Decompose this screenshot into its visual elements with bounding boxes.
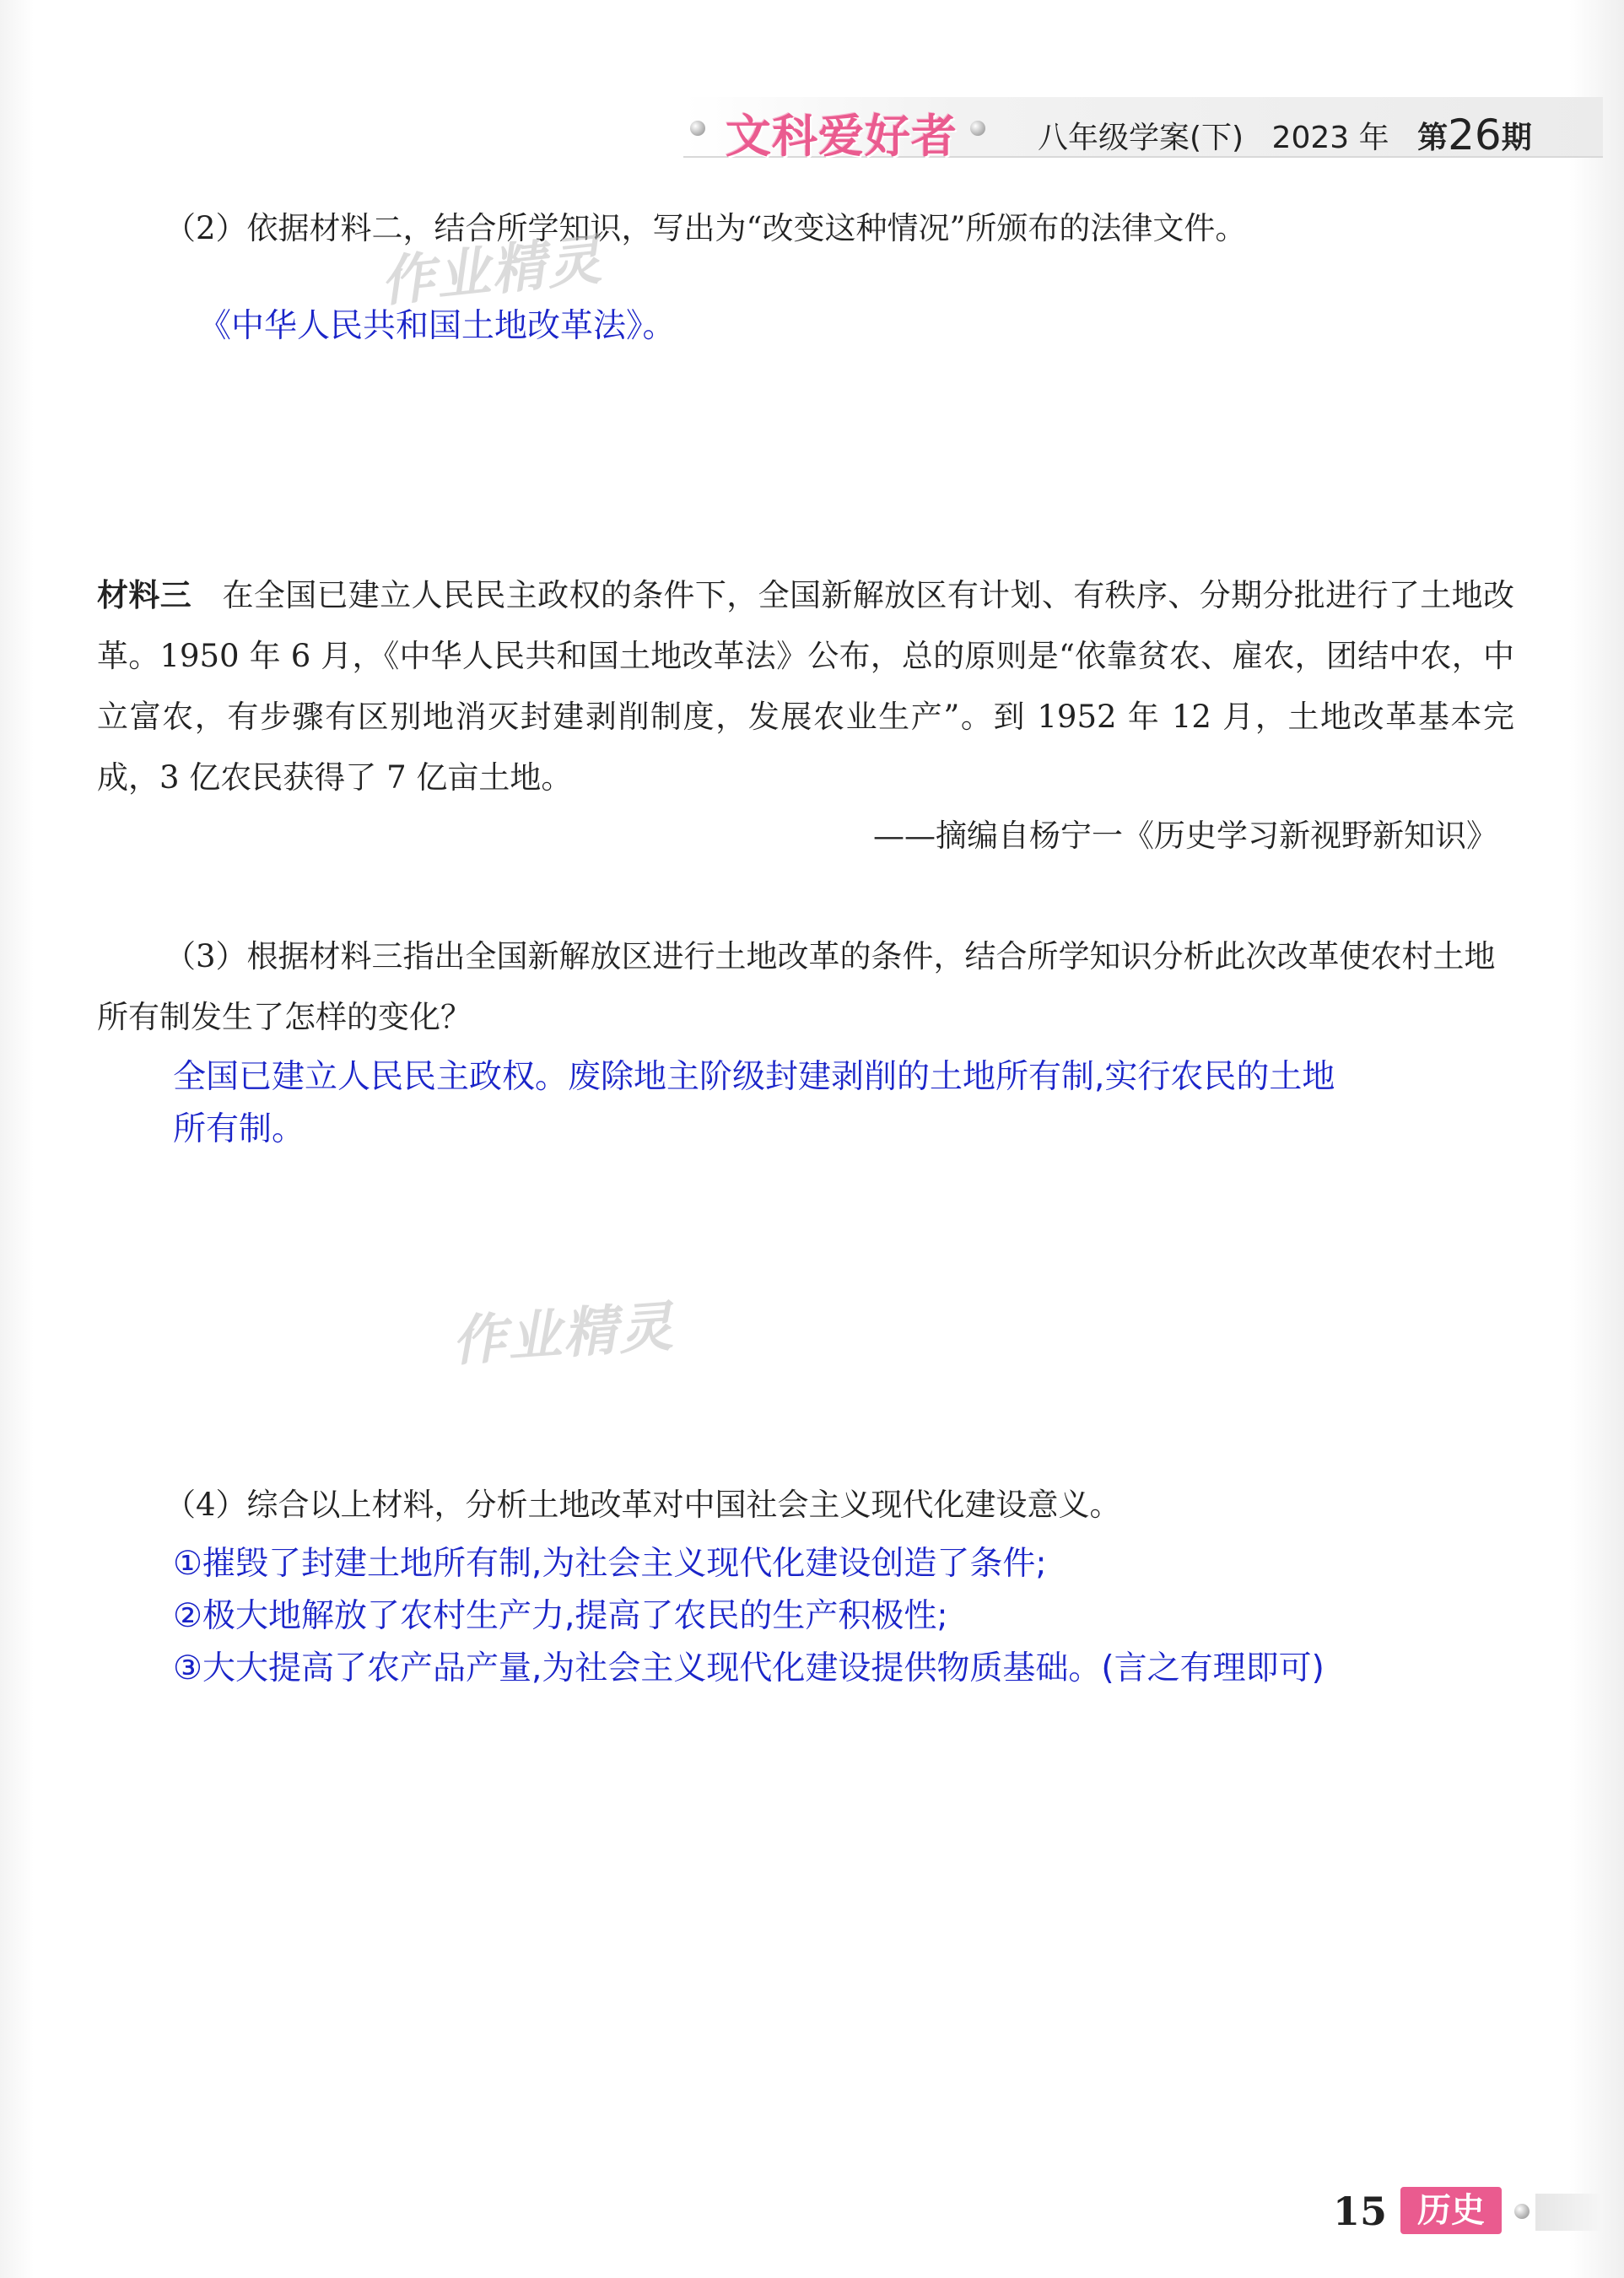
answer-4-item-2: ②极大地解放了农村生产力,提高了农民的生产积极性; [173,1597,948,1635]
answer-2: 《中华人民共和国土地改革法》。 [198,307,676,345]
footer-bar [1535,2194,1603,2231]
bullet-dot-icon [1514,2204,1530,2219]
issue-prefix: 第 [1417,121,1449,155]
watermark: 作业精灵 [450,1295,677,1374]
bullet-dot-icon [970,121,985,136]
page-footer [1333,2185,1603,2244]
answer-4-item-3: ③大大提高了农产品产量,为社会主义现代化建设提供物质基础。(言之有理即可) [173,1649,1325,1687]
question-4: （4）综合以上材料，分析土地改革对中国社会主义现代化建设意义。 [165,1487,1121,1523]
material-source: ——摘编自杨宁一《历史学习新视野新知识》 [873,818,1497,854]
issue-suffix: 期 [1501,121,1532,155]
grade-label: 八年级学案(下) [1038,121,1244,155]
question-3: （3）根据材料三指出全国新解放区进行土地改革的条件，结合所学知识分析此次改革使农村土地所有制发生了怎样的变化？ [97,938,1496,1035]
subject-badge: 历史 [1400,2187,1502,2234]
answer-4-item-1: ①摧毁了封建土地所有制,为社会主义现代化建设创造了条件; [173,1545,1047,1583]
answer-3-line-2: 所有制。 [173,1110,305,1148]
material-3 [97,565,1514,808]
brand-logo: 文科爱好者 [726,110,958,163]
watermark: 作业精灵 [377,229,606,315]
issue-label [1417,111,1532,159]
question-2: （2）依据材料二，结合所学知识，写出为“改变这种情况”所颁布的法律文件。 [165,210,1247,246]
bullet-dot-icon [690,121,705,136]
page-header [683,97,1603,165]
issue-number: 26 [1448,111,1502,159]
answer-3-line-1: 全国已建立人民民主政权。废除地主阶级封建剥削的土地所有制,实行农民的土地 [173,1058,1335,1096]
material-text: 在全国已建立人民民主政权的条件下，全国新解放区有计划、有秩序、分期分批进行了土地改革。1950 年 6 月，《中华人民共和国土地改革法》公布，总的原则是“依靠贫农、雇农，团结中农，中立富农，有步骤有区别地消灭封建剥削制度，发展农业生产”。到 1952 年 12 月，土地改革基本完成，3 亿农民获得了 7 亿亩土地。 [97,577,1514,796]
year-label: 2023 年 [1271,121,1389,155]
material-label: 材料三 [97,577,192,613]
issue-info [1038,109,1532,158]
page-number: 15 [1333,2189,1388,2234]
